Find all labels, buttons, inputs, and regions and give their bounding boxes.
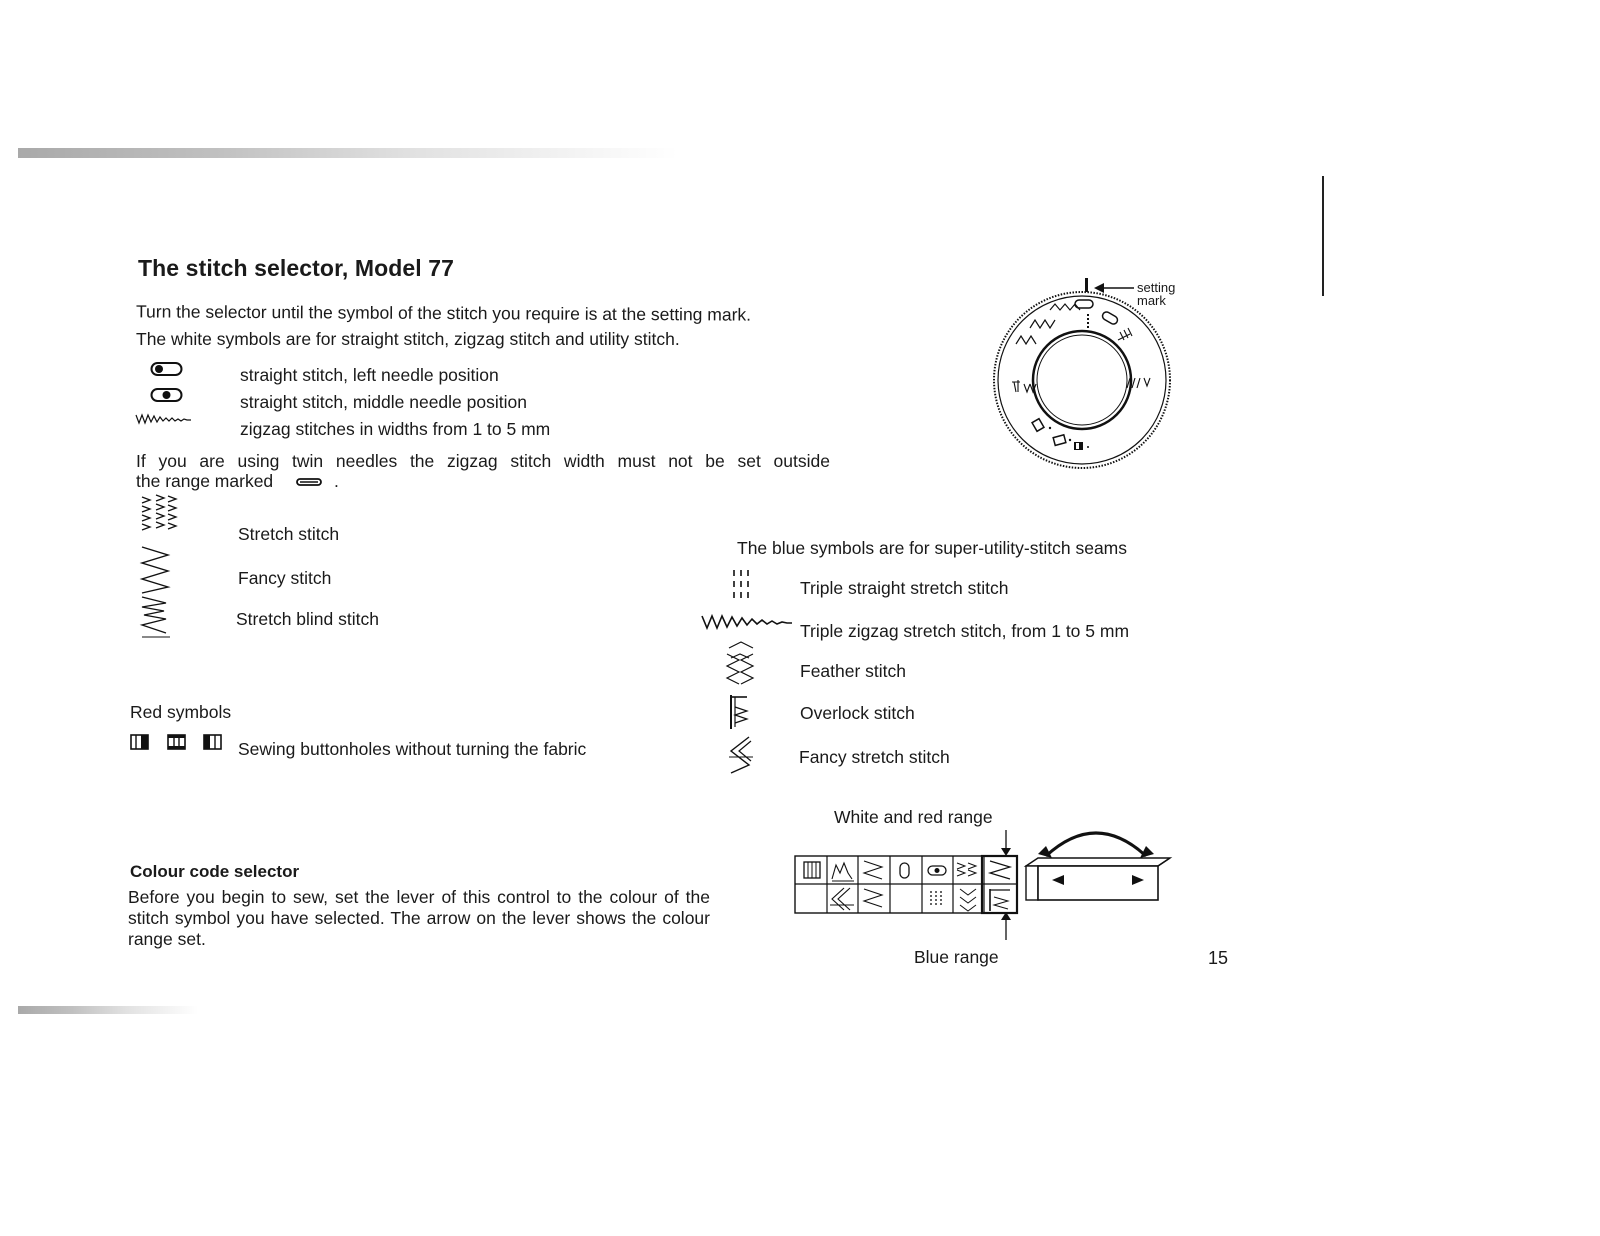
- blue-item-label: Triple straight stretch stitch: [800, 578, 1009, 598]
- triple-straight-icon: [731, 568, 755, 604]
- twin-needle-text-2: the range marked .: [136, 471, 339, 491]
- colour-code-text: Before you begin to sew, set the lever of this control to the colour of the stitch symbol you have selected. The arrow on the lever shows the colour range set.: [128, 887, 710, 949]
- page-number: 15: [1208, 948, 1229, 968]
- range-arrow-down-icon: [1000, 830, 1012, 858]
- intro-line-2: The white symbols are for straight stitch, zigzag stitch and utility stitch.: [136, 329, 680, 349]
- utility-item-label: Fancy stitch: [238, 568, 332, 588]
- fancy-stitch-icon: [140, 545, 176, 595]
- blue-symbols-heading: The blue symbols are for super-utility-stitch seams: [737, 538, 1127, 558]
- fancy-stretch-stitch-icon: [727, 735, 755, 775]
- white-item-label: zigzag stitches in widths from 1 to 5 mm: [240, 419, 551, 439]
- buttonhole-icon-1: [130, 734, 150, 750]
- colour-code-heading: Colour code selector: [130, 862, 300, 881]
- twin-range-icon: [296, 478, 322, 487]
- red-symbols-label: Sewing buttonholes without turning the fabric: [238, 739, 587, 759]
- intro-line-1: Turn the selector until the symbol of the stitch you require is at the setting mark.: [135, 301, 752, 325]
- setting-mark-arrow: [1094, 283, 1134, 293]
- triple-zigzag-icon: [702, 614, 792, 630]
- utility-item-label: Stretch stitch: [238, 524, 340, 544]
- blue-item-label: Triple zigzag stretch stitch, from 1 to 5 mm: [800, 621, 1130, 641]
- white-red-range-label: White and red range: [834, 807, 993, 827]
- scan-edge-bottom: [18, 1006, 198, 1014]
- blue-item-label: Feather stitch: [800, 661, 907, 681]
- blue-item-label: Overlock stitch: [800, 703, 915, 723]
- utility-item-label: Stretch blind stitch: [236, 609, 379, 629]
- buttonhole-icon-3: [203, 734, 223, 750]
- range-arrow-up-icon: [1000, 912, 1012, 940]
- overlock-stitch-icon: [727, 693, 755, 731]
- colour-code-lever: [1024, 818, 1176, 904]
- red-symbols-heading: Red symbols: [130, 702, 232, 722]
- white-item-label: straight stitch, left needle position: [240, 365, 499, 385]
- stretch-blind-stitch-icon: [140, 595, 176, 639]
- blue-item-label: Fancy stretch stitch: [799, 747, 950, 767]
- setting-mark-label: setting mark: [1137, 280, 1176, 308]
- white-item-label: straight stitch, middle needle position: [240, 392, 527, 412]
- page-edge-line: [1322, 176, 1324, 296]
- feather-stitch-icon: [725, 640, 755, 690]
- twin-needle-text: If you are using twin needles the zigzag stitch width must not be set outside: [136, 451, 830, 471]
- buttonhole-icon-2: [167, 734, 187, 750]
- stretch-stitch-icon: [140, 497, 182, 537]
- zigzag-icon: [136, 413, 192, 425]
- blue-range-label: Blue range: [914, 947, 999, 967]
- page-title: The stitch selector, Model 77: [138, 255, 455, 281]
- straight-middle-icon: [150, 387, 184, 403]
- straight-left-icon: [150, 361, 184, 377]
- scan-edge-top: [18, 148, 678, 158]
- colour-range-table: [794, 855, 1018, 915]
